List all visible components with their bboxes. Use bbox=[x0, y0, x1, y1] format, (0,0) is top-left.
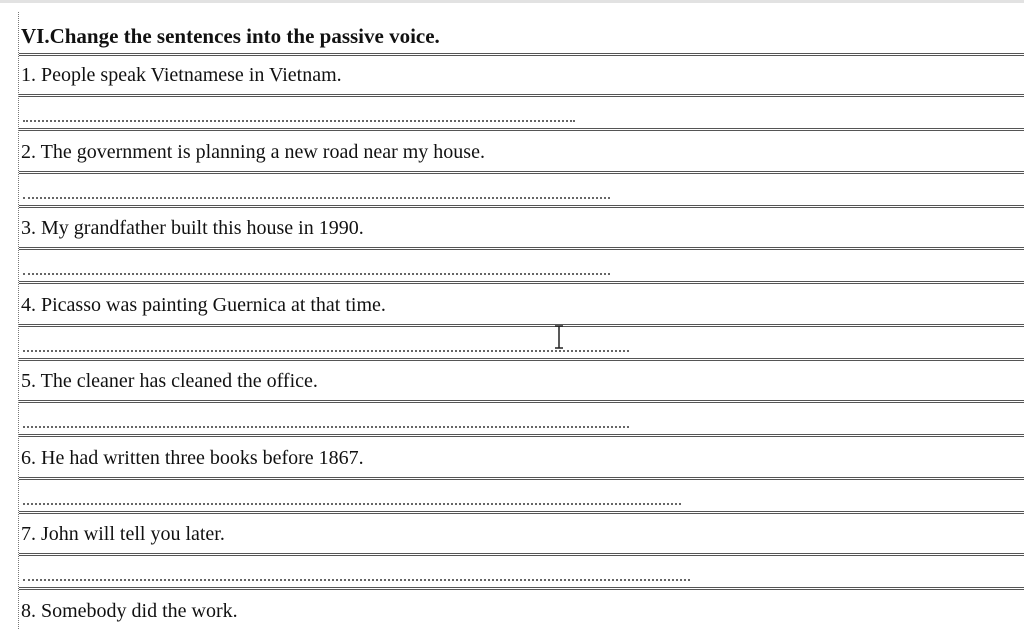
question-4-divider bbox=[19, 324, 1024, 327]
answer-7-field[interactable] bbox=[23, 562, 690, 582]
question-5-text: 5. The cleaner has cleaned the office. bbox=[21, 370, 318, 392]
answer-4-field[interactable] bbox=[23, 333, 629, 353]
answer-2-dotted-line bbox=[23, 197, 610, 199]
question-row-5 bbox=[19, 362, 1024, 439]
answer-5-dotted-line bbox=[23, 426, 629, 428]
answer-3-dotted-line bbox=[23, 273, 610, 275]
answer-2-field[interactable] bbox=[23, 180, 610, 200]
answer-6-dotted-line bbox=[23, 503, 681, 505]
question-4-text: 4. Picasso was painting Guernica at that time. bbox=[21, 293, 386, 316]
question-2-text: 2. The government is planning a new road near my house. bbox=[21, 140, 485, 163]
question-5-bottom-border bbox=[19, 434, 1024, 437]
answer-6-field[interactable] bbox=[23, 486, 681, 506]
question-6-divider bbox=[19, 477, 1024, 480]
question-2-bottom-border bbox=[19, 205, 1024, 208]
top-ruler-edge bbox=[0, 0, 1024, 3]
worksheet-page bbox=[18, 12, 1024, 629]
question-3-divider bbox=[19, 247, 1024, 250]
question-7-divider bbox=[19, 553, 1024, 556]
question-2-divider bbox=[19, 171, 1024, 174]
answer-3-field[interactable] bbox=[23, 256, 610, 276]
question-6-bottom-border bbox=[19, 511, 1024, 514]
question-row-2 bbox=[19, 133, 1024, 210]
question-row-6 bbox=[19, 439, 1024, 516]
question-1-text: 1. People speak Vietnamese in Vietnam. bbox=[21, 64, 342, 86]
answer-7-dotted-line bbox=[23, 579, 690, 581]
question-3-text: 3. My grandfather built this house in 1990. bbox=[21, 217, 364, 239]
answer-4-dotted-line bbox=[23, 350, 629, 352]
question-row-8 bbox=[19, 592, 1024, 629]
question-6-text: 6. He had written three books before 1867. bbox=[21, 446, 364, 469]
answer-1-dotted-line bbox=[23, 120, 575, 122]
question-7-bottom-border bbox=[19, 587, 1024, 590]
question-row-4 bbox=[19, 286, 1024, 363]
question-4-bottom-border bbox=[19, 358, 1024, 361]
title-row bbox=[19, 12, 1024, 56]
question-7-text: 7. John will tell you later. bbox=[21, 523, 225, 545]
question-5-divider bbox=[19, 400, 1024, 403]
question-row-7 bbox=[19, 515, 1024, 592]
question-8-text: 8. Somebody did the work. bbox=[21, 599, 238, 622]
question-row-1 bbox=[19, 56, 1024, 133]
question-1-bottom-border bbox=[19, 128, 1024, 131]
question-3-bottom-border bbox=[19, 281, 1024, 284]
text-cursor-icon bbox=[554, 325, 564, 349]
answer-5-field[interactable] bbox=[23, 409, 629, 429]
question-1-divider bbox=[19, 94, 1024, 97]
answer-1-field[interactable] bbox=[23, 103, 575, 123]
worksheet-title: VI.Change the sentences into the passive voice. bbox=[21, 24, 440, 48]
question-row-3 bbox=[19, 209, 1024, 286]
